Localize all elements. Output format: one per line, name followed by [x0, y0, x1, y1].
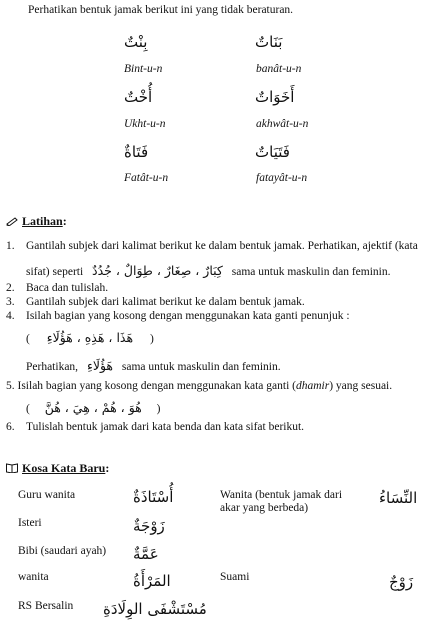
vocab-indonesian: Isteri	[18, 517, 42, 529]
vocab-arabic: عَمَّةٌ	[133, 545, 159, 563]
vocab-arabic: أُسْتَاذَةٌ	[133, 488, 174, 506]
paren-close: )	[149, 333, 154, 345]
personal-pronouns: هُوَ ، هُمْ ، هِيَ ، هُنَّ	[44, 400, 142, 415]
paren-open: (	[26, 333, 30, 345]
exercise-1-post: sama untuk maskulin dan feminin.	[231, 266, 391, 278]
latihan-title: Latihan	[22, 214, 63, 228]
exercise-number-3: 3.	[6, 296, 15, 308]
exercise-5-italic: dhamir	[295, 380, 330, 392]
exercise-4-pronouns	[26, 330, 154, 345]
singular-translit-1: Bint-u-n	[124, 63, 163, 75]
latihan-colon: :	[62, 214, 67, 228]
exercise-text-1: Gantilah subjek dari kalimat berikut ke dalam bentuk jamak. Perhatikan, ajektif (kata	[26, 240, 418, 252]
exercise-number-2: 2.	[6, 282, 15, 294]
exercise-text-6: Tulislah bentuk jamak dari kata benda dan kata sifat berikut.	[26, 421, 305, 433]
vocab-indonesian: Wanita (bentuk jamak dari akar yang berbeda)	[220, 489, 343, 514]
kosa-kata-colon: :	[105, 461, 110, 475]
note-post: sama untuk maskulin dan feminin.	[121, 361, 281, 373]
exercise-number-6: 6.	[6, 421, 15, 433]
note-pre: Perhatikan,	[26, 361, 79, 373]
plural-translit-2: akhwât-u-n	[256, 118, 309, 130]
vocab-indonesian: Bibi (saudari ayah)	[18, 545, 107, 557]
singular-translit-3: Fatât-u-n	[124, 172, 169, 184]
kosa-kata-title: Kosa Kata Baru	[22, 461, 106, 475]
vocab-indonesian: Suami	[220, 571, 250, 583]
exercise-text-4: Isilah bagian yang kosong dengan menggunakan kata ganti penunjuk :	[26, 310, 350, 322]
vocab-arabic: النِّسَاءُ	[379, 489, 418, 507]
plural-arabic-3: فَتَيَاتٌ	[255, 143, 290, 161]
singular-arabic-1: بِنْتٌ	[124, 33, 148, 51]
exercise-1-line2	[26, 263, 391, 278]
plural-translit-3: fatayât-u-n	[256, 172, 308, 184]
kosa-kata-heading	[6, 461, 109, 476]
singular-translit-2: Ukht-u-n	[124, 118, 166, 130]
exercise-number-1: 1.	[6, 240, 15, 252]
vocab-arabic: مُسْتَشْفَى الوِلَادَةِ	[103, 600, 207, 618]
exercise-1-arabic: كِبَارٌ ، صِغَارٌ ، طِوَالٌ ، جُدُدٌ	[92, 263, 223, 278]
vocab-indonesian: RS Bersalin	[18, 600, 74, 612]
note-arabic: هَؤُلَاءِ	[86, 358, 113, 373]
plural-arabic-2: أَخَوَاتٌ	[255, 88, 295, 106]
vocab-arabic: زَوْجَةٌ	[133, 517, 165, 535]
vocab-arabic: زَوْجٌ	[389, 573, 414, 591]
exercise-5-post: ) yang sesuai.	[329, 380, 393, 392]
book-icon	[6, 463, 18, 473]
paren-open: (	[26, 403, 30, 415]
exercise-number-5: 5.	[6, 380, 15, 392]
plural-arabic-1: بَنَاتٌ	[255, 33, 283, 51]
exercise-number-4: 4.	[6, 310, 15, 322]
vocab-arabic: المَرْأَةُ	[133, 572, 171, 590]
exercise-5-pronouns	[26, 400, 160, 415]
vocab-indonesian: Guru wanita	[18, 489, 76, 501]
demonstrative-pronouns: هَذَا ، هَذِهِ ، هَؤُلَاءِ	[46, 330, 134, 345]
intro-text: Perhatikan bentuk jamak berikut ini yang tidak beraturan.	[28, 4, 294, 16]
singular-arabic-3: فَتَاةٌ	[124, 143, 149, 161]
latihan-heading	[6, 214, 67, 229]
exercise-1-pre: sifat) seperti	[26, 266, 84, 278]
exercise-text-2: Baca dan tulislah.	[26, 282, 109, 294]
paren-close: )	[156, 403, 161, 415]
pencil-icon	[6, 216, 18, 226]
singular-arabic-2: أُخْتٌ	[124, 88, 153, 106]
exercise-text-3: Gantilah subjek dari kalimat berikut ke dalam bentuk jamak.	[26, 296, 305, 308]
exercise-4-note	[26, 358, 281, 373]
exercise-5	[6, 380, 392, 392]
exercise-5-pre: Isilah bagian yang kosong dengan menggunakan kata ganti (	[17, 380, 296, 392]
vocab-indonesian: wanita	[18, 571, 49, 583]
plural-translit-1: banât-u-n	[256, 63, 302, 75]
